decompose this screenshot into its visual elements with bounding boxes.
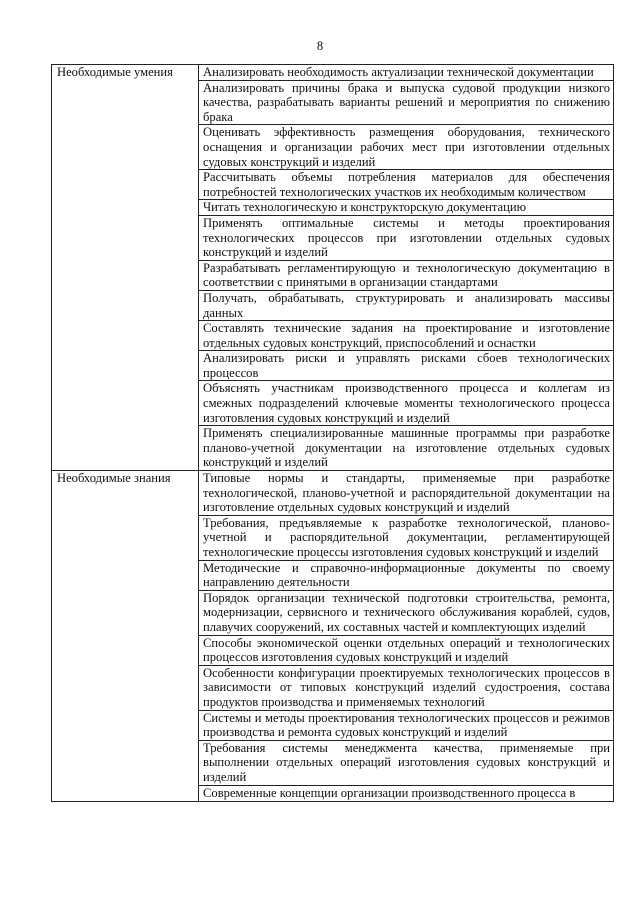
table-cell: Типовые нормы и стандарты, применяемые при разработке технологической, планово-учетной и распорядительной документации на изготовление отдельных судовых конструкций и изделий	[199, 471, 614, 516]
page-number: 8	[316, 39, 324, 53]
table-cell: Порядок организации технической подготовки строительства, ремонта, модернизации, сервисного и технического обслуживания кораблей, судов, плавучих сооружений, их составных частей и комплектующих изделий	[199, 590, 614, 635]
table-cell: Требования, предъявляемые к разработке технологической, планово-учетной и распорядительной документации, регламентирующей технологические процессы изготовления судовых конструкций и изделий	[199, 515, 614, 560]
page-bottom-margin	[0, 844, 640, 905]
table-cell: Читать технологическую и конструкторскую документацию	[199, 200, 614, 216]
table-cell: Системы и методы проектирования технологических процессов и режимов производства и ремонта судовых конструкций и изделий	[199, 710, 614, 740]
table-cell: Применять оптимальные системы и методы проектирования технологических процессов при изготовлении отдельных судовых конструкций и изделий	[199, 215, 614, 260]
table-cell: Объяснять участникам производственного процесса и коллегам из смежных подразделений ключевые моменты технологического процесса изготовления судовых конструкций и изделий	[199, 381, 614, 426]
table-cell: Разрабатывать регламентирующую и технологическую документацию в соответствии с принятыми в организации стандартами	[199, 260, 614, 290]
table-row	[52, 471, 614, 516]
table-cell: Рассчитывать объемы потребления материалов для обеспечения потребностей технологических участков их необходимым количеством	[199, 170, 614, 200]
table-cell: Современные концепции организации производственного процесса в	[199, 785, 614, 802]
table-cell: Анализировать причины брака и выпуска судовой продукции низкого качества, разрабатывать варианты решений и мероприятия по снижению брака	[199, 80, 614, 125]
table-cell: Получать, обрабатывать, структурировать и анализировать массивы данных	[199, 290, 614, 320]
table-cell: Анализировать необходимость актуализации технической документации	[199, 65, 614, 81]
table-cell: Оценивать эффективность размещения оборудования, технического оснащения и организации рабочих мест при изготовлении отдельных судовых конструкций и изделий	[199, 125, 614, 170]
table-cell: Методические и справочно-информационные документы по своему направлению деятельности	[199, 560, 614, 590]
table-cell: Требования системы менеджмента качества, применяемые при выполнении отдельных операций изготовления судовых конструкций и изделий	[199, 740, 614, 785]
table-row	[52, 65, 614, 81]
table-cell: Особенности конфигурации проектируемых технологических процессов в зависимости от типовых конструкций изделий судостроения, состава продуктов производства и применяемых технологий	[199, 665, 614, 710]
competency-table	[51, 64, 614, 802]
table-cell: Анализировать риски и управлять рисками сбоев технологических процессов	[199, 351, 614, 381]
section-label-skills: Необходимые умения	[52, 65, 199, 471]
table-cell: Составлять технические задания на проектирование и изготовление отдельных судовых конструкций, приспособлений и оснастки	[199, 321, 614, 351]
table-cell: Применять специализированные машинные программы при разработке планово-учетной документации на изготовление отдельных судовых конструкций и изделий	[199, 426, 614, 471]
table-cell: Способы экономической оценки отдельных операций и технологических процессов изготовления судовых конструкций и изделий	[199, 635, 614, 665]
section-label-knowledge: Необходимые знания	[52, 471, 199, 802]
